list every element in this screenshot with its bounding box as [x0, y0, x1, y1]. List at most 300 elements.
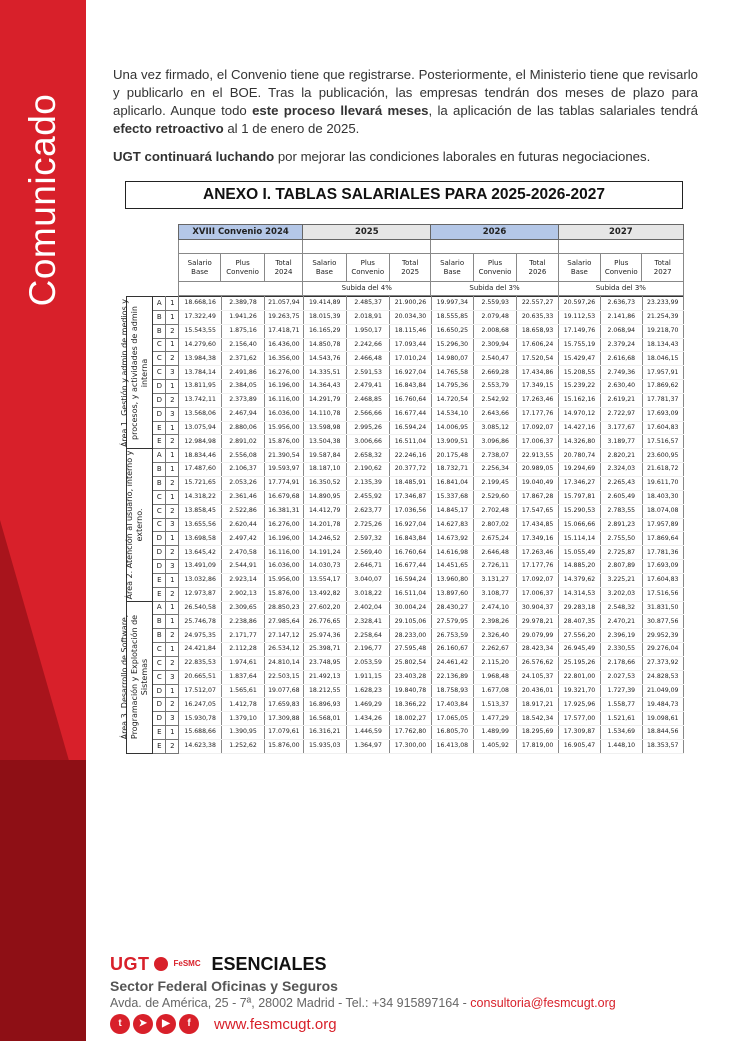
value-cell: 25.802,54 [390, 656, 431, 670]
value-cell: 20.034,30 [390, 310, 431, 324]
increase-label: Subida del 3% [431, 282, 558, 296]
level-cell: 1 [166, 726, 179, 740]
value-cell: 18.732,71 [431, 463, 473, 477]
value-cell: 17.346,27 [558, 476, 600, 490]
table-row [127, 463, 684, 477]
level-cell: 2 [166, 393, 179, 407]
value-cell: 18.002,27 [390, 712, 431, 726]
value-cell: 1.911,15 [346, 670, 389, 684]
value-cell: 13.897,60 [431, 587, 473, 601]
value-cell: 16.247,05 [179, 698, 221, 712]
value-cell: 22.246,16 [390, 449, 431, 463]
value-cell: 15.721,65 [179, 476, 221, 490]
value-cell: 19.098,61 [642, 712, 684, 726]
value-cell: 16.116,00 [265, 546, 303, 560]
value-cell: 19.587,84 [303, 449, 346, 463]
group-cell: E [153, 587, 166, 601]
value-cell: 2.702,48 [474, 504, 517, 518]
value-cell: 21.492,13 [303, 670, 346, 684]
level-cell: 2 [166, 698, 179, 712]
column-header [431, 254, 473, 282]
value-cell: 14.279,60 [179, 338, 221, 352]
value-cell: 2.373,89 [221, 393, 264, 407]
value-cell: 3.131,27 [474, 573, 517, 587]
value-cell: 18.115,46 [390, 324, 431, 338]
value-cell: 14.673,92 [431, 532, 473, 546]
value-cell: 1.837,64 [221, 670, 264, 684]
value-cell: 25.398,71 [303, 643, 346, 657]
value-cell: 2.265,43 [601, 476, 642, 490]
value-cell: 19.040,49 [517, 476, 558, 490]
value-cell: 15.876,00 [265, 435, 303, 449]
value-cell: 2.238,86 [221, 615, 264, 629]
sidebar [0, 0, 86, 1041]
value-cell: 3.018,22 [346, 587, 389, 601]
value-cell: 31.831,50 [642, 601, 684, 615]
value-cell: 17.092,07 [517, 421, 558, 435]
column-header-line: 2024 [274, 267, 293, 276]
level-cell: 1 [166, 532, 179, 546]
level-cell: 3 [166, 518, 179, 532]
value-cell: 2.384,05 [221, 380, 264, 394]
value-cell: 20.377,72 [390, 463, 431, 477]
value-cell: 14.191,24 [303, 546, 346, 560]
value-cell: 17.781,37 [642, 393, 684, 407]
column-header [517, 254, 558, 282]
value-cell: 17.177,76 [517, 560, 558, 574]
value-cell: 17.577,00 [558, 712, 600, 726]
value-cell: 2.556,08 [221, 449, 264, 463]
value-cell: 3.085,12 [474, 421, 517, 435]
column-header [558, 254, 600, 282]
area-label [127, 449, 153, 601]
value-cell: 21.057,94 [265, 297, 303, 311]
value-cell: 27.595,48 [390, 643, 431, 657]
value-cell: 29.283,18 [558, 601, 600, 615]
value-cell: 2.643,66 [474, 407, 517, 421]
value-cell: 1.405,92 [474, 740, 517, 754]
value-cell: 17.762,80 [390, 726, 431, 740]
value-cell: 13.598,98 [303, 421, 346, 435]
value-cell: 17.957,91 [642, 366, 684, 380]
column-header-line: Total [402, 258, 419, 267]
value-cell: 17.925,96 [558, 698, 600, 712]
value-cell: 19.294,69 [558, 463, 600, 477]
value-cell: 24.461,42 [431, 656, 473, 670]
level-cell: 2 [166, 740, 179, 754]
group-cell: A [153, 601, 166, 615]
table-row [127, 407, 684, 421]
value-cell: 1.489,99 [474, 726, 517, 740]
value-cell: 17.487,60 [179, 463, 221, 477]
value-cell: 14.412,79 [303, 504, 346, 518]
value-cell: 13.784,14 [179, 366, 221, 380]
value-cell: 19.997,34 [431, 297, 473, 311]
value-cell: 2.402,04 [346, 601, 389, 615]
column-header-line: Convenio [351, 267, 385, 276]
value-cell: 28.850,23 [265, 601, 303, 615]
value-cell: 30.904,37 [517, 601, 558, 615]
value-cell: 20.175,48 [431, 449, 473, 463]
value-cell: 1.469,29 [346, 698, 389, 712]
table-row [127, 338, 684, 352]
column-header-line: Salario [187, 258, 212, 267]
group-cell: E [153, 435, 166, 449]
value-cell: 14.314,53 [558, 587, 600, 601]
column-header [179, 254, 221, 282]
value-cell: 28.430,27 [431, 601, 473, 615]
table-row [127, 573, 684, 587]
value-cell: 15.956,00 [265, 573, 303, 587]
value-cell: 16.196,00 [265, 380, 303, 394]
value-cell: 2.258,64 [346, 629, 389, 643]
table-row [127, 656, 684, 670]
group-cell: C [153, 352, 166, 366]
value-cell: 21.900,26 [390, 297, 431, 311]
value-cell: 17.693,09 [642, 407, 684, 421]
value-cell: 3.202,03 [601, 587, 642, 601]
value-cell: 2.658,32 [346, 449, 389, 463]
value-cell: 20.989,05 [517, 463, 558, 477]
column-header-line: Convenio [226, 267, 259, 276]
level-cell: 3 [166, 670, 179, 684]
value-cell: 1.434,26 [346, 712, 389, 726]
level-cell: 1 [166, 684, 179, 698]
value-cell: 17.867,28 [517, 490, 558, 504]
value-cell: 17.092,07 [517, 573, 558, 587]
group-cell: D [153, 407, 166, 421]
value-cell: 13.492,82 [303, 587, 346, 601]
table-row [127, 670, 684, 684]
column-header-line: Base [191, 267, 209, 276]
column-header-line: Total [275, 258, 292, 267]
value-cell: 2.891,23 [601, 518, 642, 532]
level-cell: 2 [166, 352, 179, 366]
level-cell: 1 [166, 380, 179, 394]
value-cell: 1.875,16 [221, 324, 264, 338]
level-cell: 1 [166, 573, 179, 587]
value-cell: 14.110,78 [303, 407, 346, 421]
value-cell: 13.504,38 [303, 435, 346, 449]
value-cell: 27.985,64 [265, 615, 303, 629]
value-cell: 14.534,10 [431, 407, 473, 421]
value-cell: 17.604,83 [642, 421, 684, 435]
email-link[interactable]: consultoria@fesmcugt.org [470, 996, 616, 1010]
value-cell: 2.529,60 [474, 490, 517, 504]
value-cell: 26.534,12 [265, 643, 303, 657]
value-cell: 13.568,06 [179, 407, 221, 421]
table-row [127, 297, 684, 311]
footer [110, 952, 730, 1034]
group-cell: D [153, 380, 166, 394]
column-header-line: Plus [360, 258, 375, 267]
value-cell: 2.630,40 [601, 380, 642, 394]
value-cell: 1.968,48 [474, 670, 517, 684]
value-cell: 16.276,00 [265, 518, 303, 532]
level-cell: 2 [166, 587, 179, 601]
value-cell: 2.262,67 [474, 643, 517, 657]
column-header [346, 254, 389, 282]
group-cell: C [153, 643, 166, 657]
table-row [127, 310, 684, 324]
value-cell: 17.349,15 [517, 380, 558, 394]
value-cell: 2.361,46 [221, 490, 264, 504]
value-cell: 26.160,67 [431, 643, 473, 657]
level-cell: 3 [166, 366, 179, 380]
value-cell: 1.727,39 [601, 684, 642, 698]
value-cell: 2.112,28 [221, 643, 264, 657]
table-row [127, 490, 684, 504]
table-row [127, 629, 684, 643]
table-row [127, 615, 684, 629]
column-header-line: Plus [614, 258, 629, 267]
value-cell: 3.040,07 [346, 573, 389, 587]
level-cell: 3 [166, 560, 179, 574]
table-row [127, 393, 684, 407]
value-cell: 16.927,04 [390, 518, 431, 532]
year-header: 2027 [558, 225, 683, 240]
value-cell: 17.547,65 [517, 504, 558, 518]
group-cell: E [153, 740, 166, 754]
value-cell: 19.077,68 [265, 684, 303, 698]
group-cell: C [153, 366, 166, 380]
level-cell: 2 [166, 435, 179, 449]
sidebar-shade-bottom [0, 760, 86, 1041]
value-cell: 16.843,84 [390, 532, 431, 546]
value-cell: 14.623,38 [179, 740, 221, 754]
value-cell: 1.677,08 [474, 684, 517, 698]
value-cell: 18.074,08 [642, 504, 684, 518]
value-cell: 24.105,37 [517, 670, 558, 684]
group-cell: E [153, 726, 166, 740]
area-label-text: Área 3. Desarrollo de Software, Programación y Explotación de Sistemas [120, 614, 149, 740]
value-cell: 13.984,38 [179, 352, 221, 366]
table-row [127, 643, 684, 657]
value-cell: 2.923,14 [221, 573, 264, 587]
value-cell: 24.828,53 [642, 670, 684, 684]
value-cell: 19.112,53 [558, 310, 600, 324]
value-cell: 18.485,91 [390, 476, 431, 490]
ugt-paragraph: UGT continuará luchando por mejorar las condiciones laborales en futuras negociaciones. [113, 149, 651, 164]
value-cell: 17.606,24 [517, 338, 558, 352]
value-cell: 1.565,61 [221, 684, 264, 698]
value-cell: 2.542,92 [474, 393, 517, 407]
value-cell: 16.276,00 [265, 366, 303, 380]
table-row [127, 380, 684, 394]
telegram-icon[interactable]: ➤ [133, 1014, 153, 1034]
facebook-icon[interactable]: f [179, 1014, 199, 1034]
value-cell: 17.516,56 [642, 587, 684, 601]
value-cell: 20.780,74 [558, 449, 600, 463]
value-cell: 22.835,53 [179, 656, 221, 670]
value-cell: 2.807,02 [474, 518, 517, 532]
column-header-line: Plus [487, 258, 503, 267]
column-header [221, 254, 264, 282]
table-row [127, 366, 684, 380]
value-cell: 2.068,94 [601, 324, 642, 338]
value-cell: 1.477,29 [474, 712, 517, 726]
value-cell: 2.396,19 [601, 629, 642, 643]
group-cell: D [153, 712, 166, 726]
value-cell: 15.208,55 [558, 366, 600, 380]
group-cell: B [153, 615, 166, 629]
value-cell: 12.973,87 [179, 587, 221, 601]
value-cell: 17.065,05 [431, 712, 473, 726]
group-cell: C [153, 518, 166, 532]
value-cell: 17.869,64 [642, 532, 684, 546]
value-cell: 15.755,19 [558, 338, 600, 352]
value-cell: 17.434,85 [517, 518, 558, 532]
value-cell: 3.189,77 [601, 435, 642, 449]
value-cell: 22.913,55 [517, 449, 558, 463]
value-cell: 2.880,06 [221, 421, 264, 435]
value-cell: 2.522,86 [221, 504, 264, 518]
value-cell: 17.006,37 [517, 435, 558, 449]
value-cell: 2.807,89 [601, 560, 642, 574]
increase-label: Subida del 3% [558, 282, 683, 296]
value-cell: 23.600,95 [642, 449, 684, 463]
group-cell: D [153, 393, 166, 407]
value-cell: 16.356,00 [265, 352, 303, 366]
value-cell: 15.797,81 [558, 490, 600, 504]
value-cell: 1.534,69 [601, 726, 642, 740]
level-cell: 3 [166, 712, 179, 726]
value-cell: 16.350,52 [303, 476, 346, 490]
area-label-text: Área 1. Gestión y admin de medios y procesos, y actividades de admin interna [120, 298, 149, 447]
column-header-line: Salario [440, 258, 465, 267]
value-cell: 1.941,26 [221, 310, 264, 324]
value-cell: 2.616,68 [601, 352, 642, 366]
value-cell: 2.018,91 [346, 310, 389, 324]
value-cell: 16.841,04 [431, 476, 473, 490]
value-cell: 28.233,00 [390, 629, 431, 643]
table-row [127, 476, 684, 490]
group-cell: E [153, 421, 166, 435]
value-cell: 14.427,16 [558, 421, 600, 435]
value-cell: 18.015,39 [303, 310, 346, 324]
group-cell: B [153, 476, 166, 490]
address: Avda. de América, 25 - 7ª, 28002 Madrid - Tel.: +34 915897164 - consultoria@fesmcugt.org [110, 996, 616, 1010]
value-cell: 17.418,71 [265, 324, 303, 338]
column-header [473, 254, 516, 282]
value-cell: 2.902,13 [221, 587, 264, 601]
year-header: XVIII Convenio 2024 [179, 225, 303, 240]
value-cell: 2.379,24 [601, 338, 642, 352]
value-cell: 14.379,62 [558, 573, 600, 587]
salary-table [120, 296, 684, 754]
value-cell: 17.093,44 [390, 338, 431, 352]
value-cell: 2.474,10 [474, 601, 517, 615]
value-cell: 13.645,42 [179, 546, 221, 560]
value-cell: 15.876,00 [265, 587, 303, 601]
value-cell: 3.096,86 [474, 435, 517, 449]
column-header-line: Total [529, 258, 546, 267]
value-cell: 2.467,94 [221, 407, 264, 421]
table-row [127, 698, 684, 712]
value-cell: 2.398,26 [474, 615, 517, 629]
table-row [127, 587, 684, 601]
value-cell: 17.010,24 [390, 352, 431, 366]
ugt-logo: UGT [110, 953, 150, 974]
website-link[interactable]: www.fesmcugt.org [214, 1015, 337, 1033]
value-cell: 15.543,55 [179, 324, 221, 338]
twitter-icon[interactable]: t [110, 1014, 130, 1034]
value-cell: 13.032,86 [179, 573, 221, 587]
value-cell: 3.006,66 [346, 435, 389, 449]
value-cell: 1.513,37 [474, 698, 517, 712]
value-cell: 16.036,00 [265, 407, 303, 421]
value-cell: 13.698,58 [179, 532, 221, 546]
level-cell: 1 [166, 615, 179, 629]
value-cell: 2.569,40 [346, 546, 389, 560]
value-cell: 12.984,98 [179, 435, 221, 449]
value-cell: 2.619,21 [601, 393, 642, 407]
area-label-text: Área 2. Atención al usuario, interno y externo. [125, 450, 144, 600]
value-cell: 2.053,26 [221, 476, 264, 490]
group-cell: D [153, 546, 166, 560]
value-cell: 25.974,36 [303, 629, 346, 643]
value-cell: 22.136,89 [431, 670, 473, 684]
value-cell: 21.254,39 [642, 310, 684, 324]
value-cell: 16.511,04 [390, 435, 431, 449]
value-cell: 18.187,10 [303, 463, 346, 477]
value-cell: 18.917,21 [517, 698, 558, 712]
value-cell: 1.379,10 [221, 712, 264, 726]
value-cell: 26.945,49 [558, 643, 600, 657]
column-header [264, 254, 302, 282]
value-cell: 13.742,11 [179, 393, 221, 407]
value-cell: 15.290,53 [558, 504, 600, 518]
level-cell: 2 [166, 656, 179, 670]
value-cell: 15.429,47 [558, 352, 600, 366]
value-cell: 14.030,73 [303, 560, 346, 574]
value-cell: 17.309,88 [265, 712, 303, 726]
value-cell: 30.004,24 [390, 601, 431, 615]
value-cell: 15.066,66 [558, 518, 600, 532]
value-cell: 15.876,00 [265, 740, 303, 754]
value-cell: 14.006,95 [431, 421, 473, 435]
value-cell: 16.165,29 [303, 324, 346, 338]
group-cell: C [153, 490, 166, 504]
value-cell: 2.079,48 [474, 310, 517, 324]
value-cell: 2.008,68 [474, 324, 517, 338]
year-header: 2026 [431, 225, 558, 240]
value-cell: 18.542,34 [517, 712, 558, 726]
value-cell: 14.970,12 [558, 407, 600, 421]
value-cell: 2.725,26 [346, 518, 389, 532]
table-row [127, 324, 684, 338]
value-cell: 16.760,64 [390, 546, 431, 560]
value-cell: 14.201,78 [303, 518, 346, 532]
value-cell: 14.364,43 [303, 380, 346, 394]
value-cell: 16.316,21 [303, 726, 346, 740]
brand-logo [110, 952, 730, 976]
value-cell: 18.758,93 [431, 684, 473, 698]
value-cell: 2.330,55 [601, 643, 642, 657]
value-cell: 2.326,40 [474, 629, 517, 643]
level-cell: 1 [166, 490, 179, 504]
value-cell: 16.760,64 [390, 393, 431, 407]
value-cell: 18.844,56 [642, 726, 684, 740]
value-cell: 2.196,77 [346, 643, 389, 657]
value-cell: 17.006,37 [517, 587, 558, 601]
level-cell: 1 [166, 338, 179, 352]
youtube-icon[interactable]: ▶ [156, 1014, 176, 1034]
value-cell: 2.470,21 [601, 615, 642, 629]
value-cell: 2.605,49 [601, 490, 642, 504]
value-cell: 2.566,66 [346, 407, 389, 421]
value-cell: 20.665,51 [179, 670, 221, 684]
